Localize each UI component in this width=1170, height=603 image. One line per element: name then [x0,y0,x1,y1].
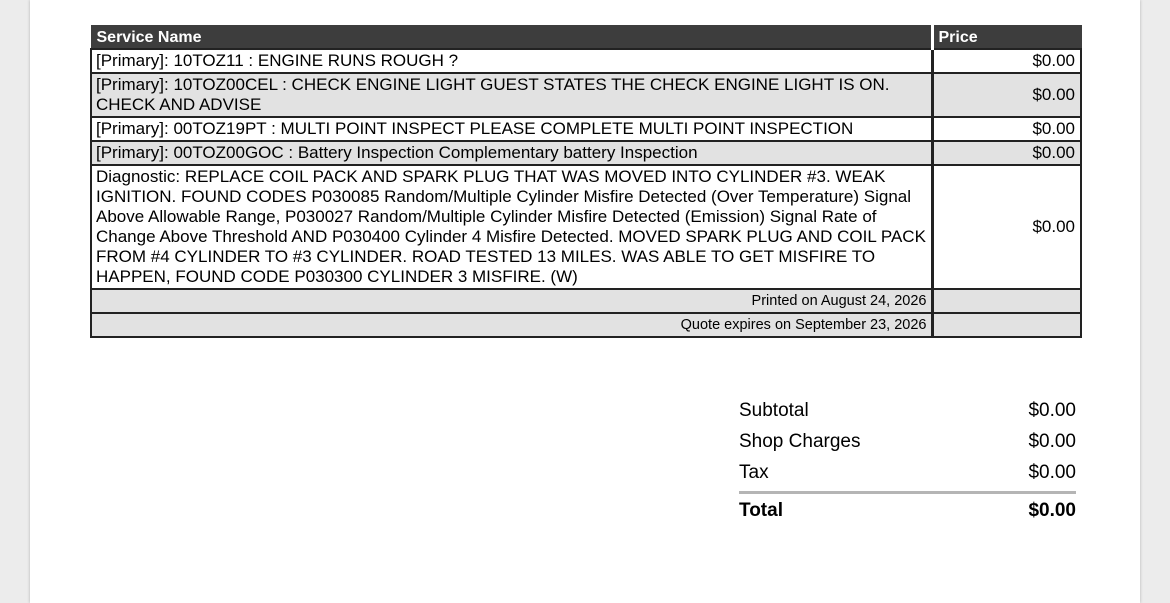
service-price-cell: $0.00 [932,117,1081,141]
table-row [91,141,1081,165]
price-header: Price [932,26,1081,50]
service-name-header: Service Name [91,26,932,50]
quote-expires-text: Quote expires on September 23, 2026 [91,313,932,337]
total-value: $0.00 [1028,500,1076,521]
total-label: Total [739,500,783,521]
shop-charges-value: $0.00 [1028,431,1076,452]
service-name-cell: [Primary]: 10TOZ00CEL : CHECK ENGINE LIGHT GUEST STATES THE CHECK ENGINE LIGHT IS ON. CHECK AND ADVISE [91,73,932,117]
service-price-cell: $0.00 [932,49,1081,73]
quote-page [30,0,1140,603]
quote-expires-empty-cell [932,313,1081,337]
table-row [91,49,1081,73]
quote-expires-row [91,313,1081,337]
subtotal-label: Subtotal [739,400,809,421]
tax-row [739,457,1076,488]
service-name-cell: [Primary]: 00TOZ00GOC : Battery Inspection Complementary battery Inspection [91,141,932,165]
subtotal-value: $0.00 [1028,400,1076,421]
printed-on-row [91,289,1081,313]
totals-divider [739,491,1076,494]
printed-on-text: Printed on August 24, 2026 [91,289,932,313]
subtotal-row [739,395,1076,426]
service-name-cell: Diagnostic: REPLACE COIL PACK AND SPARK PLUG THAT WAS MOVED INTO CYLINDER #3. WEAK IGNITION. FOUND CODES P030085 Random/Multiple Cylinder Misfire Detected (Over Temperature) Signal Above Allowable Range, P030027 Random/Multiple Cylinder Misfire Detected (Emission) Signal Rate of Change Above Threshold AND P030400 Cylinder 4 Misfire Detected. MOVED SPARK PLUG AND COIL PACK FROM #4 CYLINDER TO #3 CYLINDER. ROAD TESTED 13 MILES. WAS ABLE TO GET MISFIRE TO HAPPEN, FOUND CODE P030300 CYLINDER 3 MISFIRE. (W) [91,165,932,289]
service-name-cell: [Primary]: 10TOZ11 : ENGINE RUNS ROUGH ? [91,49,932,73]
total-row [739,495,1076,526]
services-table [90,25,1082,338]
service-name-cell: [Primary]: 00TOZ19PT : MULTI POINT INSPECT PLEASE COMPLETE MULTI POINT INSPECTION [91,117,932,141]
service-price-cell: $0.00 [932,141,1081,165]
table-row [91,117,1081,141]
table-row [91,165,1081,289]
totals-summary [739,395,1076,526]
service-price-cell: $0.00 [932,73,1081,117]
tax-value: $0.00 [1028,462,1076,483]
printed-on-empty-cell [932,289,1081,313]
service-price-cell: $0.00 [932,165,1081,289]
shop-charges-row [739,426,1076,457]
table-header-row [91,26,1081,50]
shop-charges-label: Shop Charges [739,431,861,452]
table-row [91,73,1081,117]
tax-label: Tax [739,462,769,483]
